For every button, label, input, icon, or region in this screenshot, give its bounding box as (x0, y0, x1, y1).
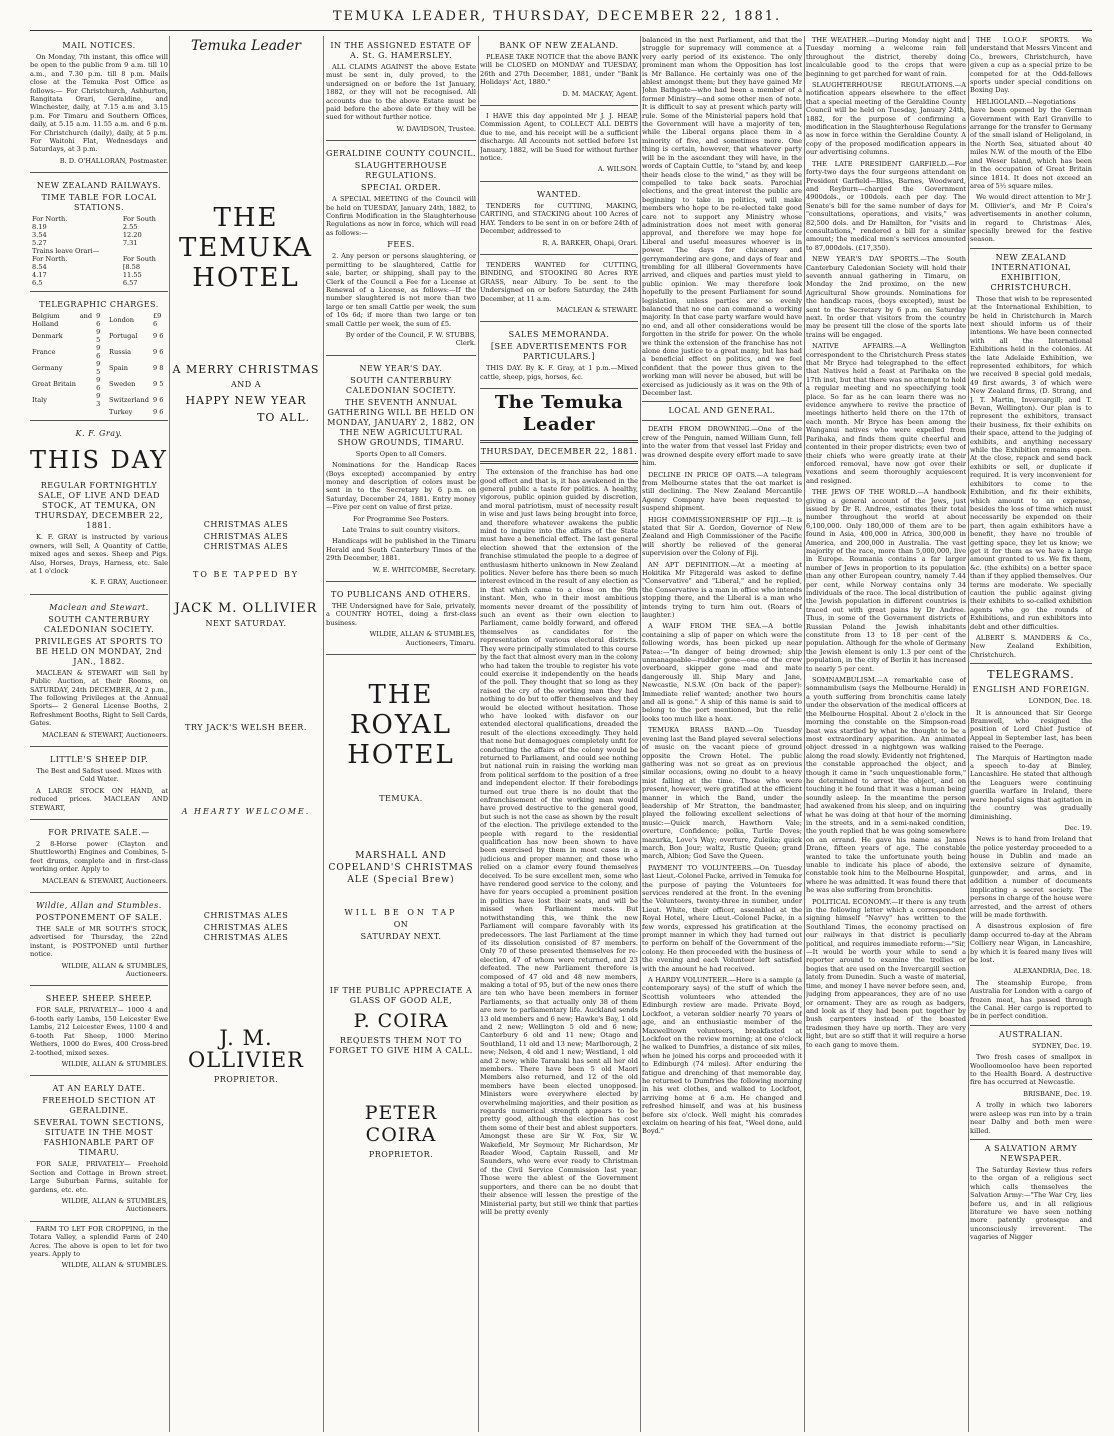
column-3 (326, 36, 476, 1432)
bank-signature: D. M. MACKAY, Agent. (562, 89, 638, 98)
table-row (30, 328, 168, 344)
happy-new-year: HAPPY NEW YEAR (185, 394, 307, 407)
privileges-title: SOUTH CANTERBURY CALEDONIAN SOCIETY. (43, 614, 155, 634)
caledonian-signature: W. E. WHITCOMBE, Secretary. (372, 565, 476, 574)
table-cell: For North. (32, 215, 68, 224)
dateline: SYDNEY, Dec. 19. (1032, 1041, 1092, 1050)
header-rule (30, 30, 1092, 31)
christmas-ales-1: CHRISTMAS ALES (203, 520, 289, 529)
hamersley-estate-ad (326, 36, 476, 141)
private-sale-body: 2 8-Horse power (Clayton and Shuttleworth) Engines and Combines, 5-feet drums, complete and in first-class working order. Apply to (30, 840, 168, 874)
late-trains-note: Late Trains to suit country visitors. (342, 526, 460, 534)
editorial-date: THURSDAY, DECEMBER 22, 1881. (480, 447, 638, 457)
christmas-ales-5: CHRISTMAS ALES (203, 923, 289, 932)
table-cell: Turkey (108, 408, 133, 417)
news-item: SOMNAMBULISM.—A remarkable case of somnambulism (says the Melbourne Herald) in a youth suffering from bronchitis came lately under the observation of the medical officers at the Melbourne Hospital. About 2 o'clock in the morning the constable on the Simpson-road beat was startled by what he thought to be a most extraordinary apparition. An animated object dressed in a nightgown was walking along the road slowly. Evidently not frightened, the constable approached the object, and though it came in "such unquestionable form," he determined to arrest the object, and on touching it he found that it was a human being soundly asleep. In the meantime the person had awakened from his sleep, and on inquiring what he was doing at that hour of the morning in the streets, and in a semi-naked condition, the youth replied that he was going somewhere on an errand. He gave his name as James Drane, fifteen years of age. The constable wanted to take the unfortunate youth being unable to indicate his place of abode, the constable took him to the Melbourne Hospital, where he was admitted. It was found there that he was also suffering from bronchitis. (806, 676, 966, 895)
table-cell: 9 6 (152, 332, 164, 341)
telegram-item: Two fresh cases of smallpox in Woolloomooloo have been reported to the Health Board. A destructive fire has occurred at Newcastle. (970, 1053, 1092, 1087)
caledonian-body-2: Nominations for the Handicap Races (Boys excepted) accompanied by entry money and description of colors must be sent in to the Secretary by 6 p.m. on Saturday, December 24, 1881. Entry money—Five per cent on value of first prize. (326, 461, 476, 512)
table-cell (30, 408, 94, 416)
newspaper-header: TEMUKA LEADER, THURSDAY, DECEMBER 22, 1881. (332, 9, 782, 24)
memoranda-subtitle: [SEE ADVERTISEMENTS FOR PARTICULARS.] (490, 342, 628, 362)
early-date-ad (30, 1079, 168, 1221)
column-5 (642, 36, 802, 1432)
christmas-ales-4: CHRISTMAS ALES (203, 911, 289, 920)
news-item: AN APT DEFINITION.—At a meeting at Hokitika Mr Fitzgerald was asked to define "Conservative" and "Liberal," and he replied, the Conservative is a man in office who intends stopping there, and the Liberal is a man who intends trying to turn him out. (Roars of laughter.) (642, 560, 802, 619)
sale-signature: K. F. GRAY, Auctioneer. (90, 578, 168, 587)
news-item: THE WEATHER.—During Monday night and Tuesday morning a welcome rain fell throughout the district, thereby doing incalculable good to the crops that were beginning to get parched for want of rain. (806, 36, 966, 78)
table-cell: 9 8 (152, 364, 164, 373)
coira-request: REQUESTS THEM NOT TO FORGET TO GIVE HIM A CALL. (329, 1036, 473, 1056)
sheep-sale-ad (30, 989, 168, 1076)
exhibition-title: NEW ZEALAND INTERNATIONAL EXHIBITION, CHRISTCHURCH. (990, 252, 1072, 292)
this-day-heading: THIS DAY (30, 446, 168, 475)
proprietor-label: PROPRIETOR. (213, 1075, 279, 1084)
wanted-heading: WANTED. (537, 189, 581, 199)
attention-item: We would direct attention to Mr J. M. Ollivier's, and Mr P. Coira's advertisements in another column, in regard to Christmas Ales, specially brewed for the festive season. (970, 193, 1092, 244)
christmas-ales-6: CHRISTMAS ALES (203, 933, 289, 942)
coira-proprietor: PROPRIETOR. (368, 1150, 434, 1160)
column-1 (30, 36, 168, 1432)
news-item: DECLINE IN PRICE OF OATS.—A telegram from Melbourne states that the oat market is still declining. The New Zealand Mercantile Agency Company have been requested to suspend shipment. (642, 470, 802, 513)
slaughter-title: SLAUGHTERHOUSE REGULATIONS. (354, 161, 448, 181)
publicans-ad (326, 585, 476, 655)
table-row (30, 360, 168, 376)
privileges-date: PRIVILEGES AT SPORTS TO BE HELD ON MONDAY, 2nd JAN., 1882. (34, 636, 164, 666)
postponement-signature: WILDIE, ALLAN & STUMBLES, Auctioneers. (61, 961, 168, 979)
sheep-dip-stock: A LARGE STOCK ON HAND, at reduced prices. MACLEAN AND STEWART, (30, 786, 168, 812)
column-6 (806, 36, 966, 1432)
telegram-item: The steamship Europe, from Australia for London with a cargo of frozen meat, has passed through the Canal. Her cargo is reported to be in perfect condition. (970, 978, 1092, 1021)
news-item: PAYMENT TO VOLUNTEERS.—On Tuesday last Lieut.-Colonel Packe, arrived in Temuka for the purpose of paying the Volunteers for services rendered at the front. In the evening the Volunteers, twenty-three in number, under Lieut. White, their officer, assembled at the Royal Hotel, where Lieut.-Colonel Packe, in a few words, expressed his gratification at the prompt manner in which they had turned out to perform on behalf of the Government of the colony. He then proceeded with the business of the evening and each Volunteer left satisfied with the amount he had received. (642, 863, 802, 973)
table-cell: 8.54 (32, 263, 47, 272)
estate-body: ALL CLAIMS AGAINST the above Estate must be sent in, duly proved, to the undersigned on or before the 1st January, 1882, or they will not be recognised. All accounts due to the above Estate must be paid before the above date or they will be sued for without further notice. (326, 63, 476, 122)
table-cell: 6.5 (32, 279, 43, 288)
news-item: NEW YEAR'S DAY SPORTS.—The South Canterbury Caledonian Society will hold their seventh annual gathering in Timaru, on Monday the 2nd proximo, on the new Agricultural Show grounds. Nominations for the handicap races, (boys excepted), must be sent to the Secretary by 6 p.m. on Saturday next. In order that visitors from the country may be present till the close of the sports late trains will be engaged. (806, 255, 966, 339)
editorial-body: The extension of the franchise has had one good effect and that is, it has awakened in the general public a taste for politics. A healthy, vigorous, public opinion guided by discretion, and moral patriotism, must of necessity result in wise and just laws being brought into force, and therefore whatever awakens the public mind to inquire into the affairs of the State must have a beneficial effect. The last general election showed that the extension of the franchise stimulated the people to a degree of enthusiasm hitherto unknown in New Zealand politics. Never before has there been so much interest evinced in the result of any election as in that which came to a close on the 9th instant. Men, who in their most ambitious moments never dreamt of the possibility of such an event as their own election to Parliament, came boldly forward, and offered themselves as candidates for the representation of various electoral districts. They were principally stimulated to this course by the fact that almost every man in the colony who had taken the trouble to register his vote could exercise it independently on the heads of the poll. They thought that so long as they raised the cry of the working man they had nothing to do but to offer themselves and they would be elected without hesitation. Those who have looked with disfavor on our extended electoral qualifications, dreaded the result of the elections exceedingly. They held that none but demagogues completely unfit for conducting the affairs of the colony would be returned to Parliament, and could see nothing but national ruin in raising the working man from political serfdom to the position of a free and independent elector. If their forebodings turned out true there is no doubt that the enfranchisement of the working man would have proved destructive to the general good, but such is not the case as shown by the result of the election. The privilege extended to the people with regard to the residential qualification has now been shown to have been exercised by them in most cases in a judicious and proper manner, and those who relied on a clamor every found themselves deceived. To be sure excellent men, some who have rendered good service to the colony, and have for years occupied a prominent position in politics have lost their seats, and will be missed when Parliament meets. But notwithstanding this, we think the new Parliament will compare favorably with its predecessors. The last Parliament at the time of its dissolution consisted of 87 members. Only 70 of these presented themselves for re-election, 47 of whom were returned, and 23 defeated. The new Parliament therefore is composed of 47 old and 48 new members, making a total of 95, but of the new ones there are ten who have been members in former Parliaments, so that actually only 38 of them are new to parliamentary life. Auckland sends 13 old members and 6 new; Hawke's Bay, 1 old and 2 new; Wellington 5 old and 6 new; Canterbury 6 old and 11 new; Otago and Southland, 11 old and 13 new; Marlborough, 2 new; Nelson, 4 old and 1 new; Westland, 1 old and 2 new; while Taranaki has sent all her old members. There have been 5 old Maori Members also returned, and 12 of the old members have been elected unopposed. Ministers were everywhere elected by overwhelming majorities, and their position as regards numerical strength appears to be pretty good, although the election has cost them some of their best and ablest supporters. Amongst these are Sir W. Fox, Sir W. Wakefield, Mr Seymour, Mr Richardson, Mr Reader Wood, Captain Russell, and Mr Saunders, who were ever ready to Christman of the Civil Service Commission last year. Those were the ablest of the Government supporters, and there can be no doubt that their absence will lessen the prestige of the Ministerial party, but still we think that parties will be pretty evenly (480, 468, 638, 1216)
and-a: AND A (230, 380, 261, 389)
telegram-item: News is to hand from Ireland that the police yesterday proceeded to a house in Dublin and made an extensive seizure of dynamite, gunpowder, and arms, and in addition a number of documents implicating a secret society. The persons in charge of the house were arrested, and the arrest of others will be made forthwith. (970, 835, 1092, 919)
tenders-signature-2: MACLEAN & STEWART. (556, 305, 638, 314)
caledonian-privileges-ad (30, 598, 168, 747)
sheep-sale-title: SHEEP. SHEEP. SHEEP. (45, 994, 153, 1004)
local-general-title: LOCAL AND GENERAL. (668, 406, 776, 416)
temuka-label: TEMUKA. (379, 794, 423, 804)
table-cell: For North. (32, 255, 68, 264)
dateline: ALEXANDRIA, Dec. 18. (1013, 967, 1092, 976)
table-cell (94, 408, 107, 416)
news-item: A WAIF FROM THE SEA.—A bottle containing a slip of paper on which were the following words, has been picked up near Patea:—"In danger of being drowned; ship unmanageable—rudder gone—one of the crew overboard, skipper gone mad and mate dangerously ill. Ship Mary and Jane, Newcastle, N.S.W. (On back of the paper): Immediate relief wanted; another two hours and all is gone." A ship of this name is said to belong to the port mentioned, but the relic looks too much like a hoax. (642, 622, 802, 723)
column-2 (172, 36, 320, 1432)
table-cell: 9 6 (152, 396, 164, 405)
wilson-signature: A. WILSON. (597, 165, 638, 174)
table-cell: 9 5 (96, 328, 101, 345)
table-cell: Spain (108, 364, 129, 373)
table-cell: London (108, 316, 135, 325)
royal-hotel-title: THE ROYAL HOTEL (347, 680, 455, 771)
caledonian-title: SOUTH CANTERBURY CALEDONIAN SOCIETY. (345, 375, 457, 395)
heligoland-item: HELIGOLAND.—Negotiations have been opened by the German Government with Earl Granville to arrange for the transfer to Germany of the small island of Heligoland, in the North Sea, situated about 40 miles N.W. of the mouth of the Elbe and Weser Island, which has been in the occupation of Great Britain since 1814. It does not exceed an area of 5½ square miles. (970, 97, 1092, 190)
dateline: LONDON, Dec. 18. (1028, 697, 1092, 706)
bank-body: PLEASE TAKE NOTICE that the above BANK will be CLOSED on MONDAY and TUESDAY, 26th and 27th December, 1881, under "Bank Holidays' Act, 1880." (480, 53, 638, 87)
publicans-body: THE Undersigned have for Sale, privately, a COUNTRY HOTEL, doing a first-class business. (326, 602, 476, 627)
table-row (30, 312, 168, 328)
fees-body: 2. Any person or persons slaughtering, or permitting to be slaughtered, Cattle for sale, barter, or shipping, shall pay to the Clerk of the Council a Fee for a License at Renewal of a License, as follows:—If the number slaughtered is not more than two large or ten small Cattle per week, the sum of 10s 6d; if more than two large or ten small Cattle per week, the sum of £5. (326, 252, 476, 328)
christmas-ales-2: CHRISTMAS ALES (203, 532, 289, 541)
table-row (30, 255, 168, 263)
temuka-hotel-title: THE TEMUKA HOTEL (178, 203, 313, 293)
table-cell: Italy (32, 396, 48, 405)
on-tap: WILL BE ON TAP (344, 908, 458, 918)
private-sale-title: FOR PRIVATE SALE.— (48, 828, 150, 837)
estate-title: IN THE ASSIGNED ESTATE OF A. St. G. HAMERSLEY. (330, 41, 472, 60)
australian-title: AUSTRALIAN. (999, 1029, 1063, 1039)
masthead-fragment: Temuka Leader (191, 38, 301, 54)
table-cell: Germany (32, 364, 63, 373)
estate-signature: W. DAVIDSON, Trustee. (396, 124, 476, 133)
sports-open: Sports Open to all Comers. (355, 449, 447, 458)
table-row (30, 376, 168, 392)
privileges-signature: MACLEAN & STEWART, Auctioneers. (42, 730, 168, 739)
news-item: HIGH COMMISSIONERSHIP OF FIJI.—It is stated that Sir A. Gordon, Governor of New Zealand and High Commissioner of the Pacific will shortly be relieved of the general supervision over the Colony of Fiji. (642, 515, 802, 558)
table-cell: 8.19 (32, 223, 47, 232)
table-cell: [8.58 (122, 263, 141, 272)
mail-notices-signature: B. D. O'HALLORAN, Postmaster. (59, 156, 168, 165)
table-cell: Great Britain (32, 380, 77, 389)
table-row (30, 408, 168, 416)
saturday-next: SATURDAY NEXT. (360, 932, 442, 942)
jack-ollivier: JACK M. OLLIVIER (174, 601, 318, 616)
table-cell: 9 5 (96, 360, 101, 377)
this-day-sale-ad (30, 424, 168, 594)
table-row (30, 247, 168, 255)
table-cell: 2.55 (122, 223, 138, 232)
table-cell: For South (122, 255, 156, 264)
caledonian-body: THE SEVENTH ANNUAL GATHERING WILL BE HELD ON MONDAY, JANUARY 2, 1882, ON THE NEW AGRICULTURAL SHOW GROUNDS, TIMARU. (327, 397, 475, 447)
new-years-day: NEW YEAR'S DAY. (359, 363, 443, 373)
table-cell: 9 3 (96, 392, 101, 409)
sheep-dip-body: The Best and Safest used. Mixes with Cold Water. (36, 766, 162, 784)
tenders-signature-1: R. A. BARKER, Ohapi, Orari. (542, 238, 638, 247)
privileges-body: MACLEAN & STEWART will Sell by Public Auction, at their Rooms, on SATURDAY, 24th DECEMBER, At 2 p.m., The following Privileges at the Annual Sports— 2 General License Booths, 2 Refreshment Booths, Right to Sell Cards, Gates. (30, 668, 168, 728)
table-row (30, 215, 168, 223)
editorial-masthead: The Temuka Leader (494, 392, 624, 436)
table-row (30, 231, 168, 239)
sheep-sale-body: FOR SALE, PRIVATELY— 1000 4 and 6-tooth early Lambs, 150 Leicester Ewe Lambs, 212 Leicester Ewes, 1100 4 and 6-tooth Fat Sheep, 1000 Merino Wethers, 1000 do Ewes, 400 Cross-bred 2-toothed, mixed sexes. (30, 1006, 168, 1057)
on-label: ON (393, 920, 409, 930)
column-divider (804, 36, 805, 1432)
farm-to-let-signature: WILDIE, ALLAN & STUMBLES. (61, 1261, 168, 1270)
caledonian-gathering-ad (326, 359, 476, 582)
table-cell: 5.27 (32, 239, 47, 248)
publicans-signature: WILDIE, ALLAN & STUMBLES, Auctioneers, Timaru. (369, 630, 476, 647)
table-row (30, 344, 168, 360)
table-cell: Russia (108, 348, 132, 357)
wilson-ad (480, 109, 638, 182)
news-item: POLITICAL ECONOMY.—If there is any truth in the following letter which a correspondent signing himself "Navvy" has written to the Southland Times, the economy practised on our railways in that district is peculiarly political, and requires immediate reform:—"Sir,—It would be worth your while to send a reporter around to examine the trollies or bogies that are used on the Invercargill section lately from Dunedin. Such a waste of material, time, and money I have never before seen, and, judging from appearances, they are of no use or ornament. They are as rough as badgers, and look as if they had been put together by bush carpenters instead of the boasted tradesmen they have up north. They are very light, but are so stiff that it will require a horse to each gang to move them. (806, 897, 966, 1049)
town-sections-signature: WILDIE, ALLAN & STUMBLES, Auctioneers. (61, 1196, 168, 1214)
tenders-body-1: TENDERS for CUTTING, MAKING, CARTING, and STACKING about 100 Acres of HAY. Tenders to be sent in on or before 24th of December, addressed to (480, 201, 638, 236)
table-cell: 9 6 (152, 408, 164, 417)
tenders-body-2: TENDERS WANTED for CUTTING, BINDING, and STOOKING 80 Acres RYE GRASS, near Albury. To be sent to the Undersigned on or before Saturday, the 24th December, at 11 a.m. (480, 260, 638, 303)
telegraphic-title: TELEGRAPHIC CHARGES. (39, 300, 159, 310)
private-sale-ad (30, 823, 168, 893)
if-public: IF THE PUBLIC APPRECIATE A GLASS OF GOOD ALE, (329, 986, 473, 1006)
news-item: TEMUKA BRASS BAND.—On Tuesday evening last the Band played several selections of music on the vacant piece of ground opposite the Crown Hotel. The public gathering was not so great as on previous similar occasions, owing no doubt to a heavy mist falling at the time. Those who were present, however, were gratified at the efficient manner in which the Band, under the leadership of Mr Stratton, the bandmaster, played the following excellent selections of music:—Quick march, Hawthorn Vale; overture, Confidence; polka, Turtle Doves; mazurka, Love's Way; overture, Zuleika; quick march, Bon Jour; waltz, Rustic Queen; grand march, Albion; God Save the Queen. (642, 726, 802, 861)
sale-body: K. F. GRAY is instructed by various owners, will Sell, A Quantity of Cattle, mixed ages and sexes. Sheep and Pigs. Also, Horses, Drays, Harness, etc. Sale at 1 o'clock (30, 533, 168, 575)
sales-memoranda (480, 325, 638, 389)
mail-notices (30, 36, 168, 173)
early-date-title: AT AN EARLY DATE. (52, 1084, 146, 1094)
bank-ad (480, 36, 638, 106)
bank-title: BANK OF NEW ZEALAND. (499, 41, 619, 50)
telegraphic-table (30, 312, 168, 416)
council-signature: By order of the Council, F. W. STUBBS, Clerk. (345, 330, 476, 348)
telegram-item: A trolly in which two laborers were asleep was run into by a train near Dalby and both men were killed. (970, 1101, 1092, 1135)
news-item: A HARDY VOLUNTEER.—Here is a sample (a contemporary says) of the stuff of which the Scottish volunteers who attended the Edinburgh review are made. Private Boyd, Lockfoot, a veteran soldier nearly 70 years of age, and an enthusiastic member of the Maxwelltown volunteers, breakfasted at Lockfoot on the review morning; at one o'clock he walked to Dumfries, a distance of six miles, when he joined his corps and proceeded with it to Edinburgh (74 miles). After enduring the fatigue and drenching of that memorable day, he returned to Dumfries the following morning in his wet clothes, and walked to Lockfoot, arriving home at 6 a.m. He changed and refreshed himself, and was at his business before six o'clock. Well might his comrades exclaim on hearing of his feat, "Weel done, auld Boyd." (642, 976, 802, 1136)
table-cell: Portugal (108, 332, 138, 341)
council-title: GERALDINE COUNTY COUNCIL. (326, 149, 476, 159)
table-cell: 3.54 (32, 231, 47, 240)
table-cell: 9 6 (96, 344, 101, 361)
table-cell: £9 6 (152, 312, 162, 329)
postponement-body: THE SALE of MR SOUTH'S STOCK, advertised for Thursday, the 22nd instant, is POSTPONED until further notice. (30, 925, 168, 959)
column-7 (970, 36, 1092, 1432)
handicaps-note: Handicaps will be published in the Timaru Herald and South Canterbury Times of the 29th December, 1881. (326, 537, 476, 563)
table-row (30, 392, 168, 408)
auctioneer-tag: Wildie, Allan and Stumbles. (36, 901, 162, 911)
iof-title: THE I.O.O.F. SPORTS. (976, 36, 1070, 44)
ollivier-name: J. M. OLLIVIER (187, 1026, 304, 1072)
dateline: Dec. 19. (1064, 823, 1092, 832)
telegraphic-charges (30, 295, 168, 421)
christmas-ales-3: CHRISTMAS ALES (203, 542, 289, 551)
coira-name: P. COIRA (353, 1010, 449, 1033)
exhibition-body: Those that wish to be represented at the International Exhibition, to be held in Christchurch in March next should inform us of their intentions. We have been connected with all the International Exhibitions held in the colonies. At the late Adelaide Exhibition, we represented exhibitors, for which we received 8 special gold medals, 49 first awards, 3 of which were New Zealand firms, (D. Strang, and J. T. Martin, Invercargill; and T. Bevan, Wellington). Our plan is to represent the exhibitors, transact their business, fix their exhibits on their space, attend to the judging of exhibits, and anything necessary while the Exhibition remains open. At the close, repack and send back exhibits or sell, or duplicate if required. It is very inconvenient for exhibitors to come to the Exhibition, and fix their exhibits, which amount to an expense, besides the loss of time which must necessarily be expended on their part, then again exhibitors have a benefit, they have no trouble of getting space, they let us know; we get it for them as we have a large amount granted to us. We fix them, &c. (the exhibits) on a better space than if they applied themselves. Our terms are moderate. We specially caution the public against giving their exhibits to so-called exhibition agents who go the rounds of Exhibitions, and run exhibitors into debt and other difficulties. (970, 294, 1092, 631)
council-ad (326, 144, 476, 356)
table-cell: 7.31 (122, 239, 138, 248)
auctioneer-tag: Maclean and Stewart. (49, 602, 149, 612)
salvation-army-title: A SALVATION ARMY NEWSPAPER. (984, 1143, 1078, 1163)
tenders-ad-1 (480, 185, 638, 255)
mail-notices-title: MAIL NOTICES. (62, 41, 136, 50)
next-saturday: NEXT SATURDAY. (205, 619, 287, 628)
memoranda-body: THIS DAY. By K. F. Gray, at 1 p.m.—Mixed cattle, sheep, pigs, horses, &c. (480, 364, 638, 381)
fees-heading: FEES. (387, 240, 415, 250)
table-cell: 6.57 (122, 279, 138, 288)
table-cell: For South (122, 215, 156, 224)
iof-body: We understand that Messrs Vincent and Co., brewers, Christchurch, have given a cup as a special prize to be competed for at the Odd-fellows sports under special conditions on Boxing Day. (970, 36, 1092, 95)
special-order: SPECIAL ORDER. (360, 183, 442, 193)
table-cell: 9 6 (152, 348, 164, 357)
telegram-item: It is announced that Sir George Bramwell, who resigned the position of Lord Chief Justice of Appeal in September last, has been raised to the Peerage. (970, 708, 1092, 751)
welsh-beer: TRY JACK'S WELSH BEER. (185, 723, 307, 732)
town-sections-body: FOR SALE, PRIVATELY— Freehold Section and Cottage in Brown street. Large Suburban Farms, suitable for gardens, etc. etc. (30, 1160, 168, 1194)
column-divider (478, 36, 479, 1432)
council-body: A SPECIAL MEETING of the Council will be held on TUESDAY, January 24th, 1882, to Confirm Modification in the Slaughterhouse Regulations as now in force, which will read as follows:— (326, 195, 476, 237)
memoranda-title: SALES MEMORANDA. (508, 330, 610, 340)
sheep-sale-signature: WILDIE, ALLAN & STUMBLES. (61, 1059, 168, 1068)
table-cell: 9 6 (96, 312, 101, 329)
private-sale-signature: MACLEAN & STEWART, Auctioneers. (42, 876, 168, 885)
sale-heading: REGULAR FORTNIGHTLY SALE, OF LIVE AND DEAD STOCK, AT TEMUKA, ON THURSDAY, DECEMBER 22, 1881. (34, 481, 164, 531)
table-cell: 11.55 (122, 271, 142, 280)
table-cell (121, 247, 168, 255)
table-row (30, 271, 168, 279)
table-cell: 9 6 (96, 376, 101, 393)
sheep-dip-title: LITTLE'S SHEEP DIP. (49, 754, 149, 764)
table-row (30, 263, 168, 271)
table-cell: France (32, 348, 56, 357)
exhibition-signature: ALBERT S. MANDERS & Co., New Zealand Exhibition, Christchurch. (970, 634, 1092, 659)
to-all: TO ALL. (257, 411, 310, 424)
table-cell: Trains leave Orari— (32, 247, 100, 256)
peter-coira-name: PETER COIRA (364, 1102, 438, 1147)
railways-subtitle: TIME TABLE FOR LOCAL STATIONS. (41, 193, 157, 213)
column-4 (480, 36, 638, 1432)
telegram-item: A disastrous explosion of fire damp occurred to-day at the Abram Colliery near Wigan, in Lancashire, by which it is feared many lives will be lost. (970, 922, 1092, 964)
column-divider (640, 36, 641, 1432)
news-item: NATIVE AFFAIRS.—A Wellington correspondent to the Christchurch Press states that Mr Bryce had telegraphed to the effect that Natives held a feast at Parihaka on the 17th inst, but that there was no attempt to hold a regular meeting and no speechifying took place. So far as he can learn there was no evidence anywhere to revive the practice of meetings hitherto held there on the 17th of each month. Mr Bryce has been among the Wanganui natives who were expelled from Parihaka, and finds them quite cheerful and contented in their proper districts; even two of their chiefs who were greatly irate at their enforced removal, have now got over their vexations and seem thoroughly acquiescent and resigned. (806, 342, 966, 485)
telegram-item: The Marquis of Hartington made a speech to-day at Bimley, Lancashire. He stated that although the Leaguers were continuing guerilla warfare in Ireland, there were hopeful signs that agitation in the country was gradually diminishing. (970, 753, 1092, 821)
freehold-title: FREEHOLD SECTION AT GERALDINE. (42, 1096, 156, 1116)
iof-sports (970, 36, 1092, 95)
table-row (30, 223, 168, 231)
table-cell: Belgium and Holland (32, 312, 93, 329)
tenders-ad-2 (480, 258, 638, 322)
postponement-title: POSTPONEMENT OF SALE. (35, 913, 163, 923)
table-cell: 9 5 (152, 380, 164, 389)
royal-hotel-ad (326, 658, 476, 1160)
table-cell: Switzerland (108, 396, 149, 405)
publicans-title: TO PUBLICANS AND OTHERS. (331, 590, 471, 600)
farm-to-let-ad (30, 1225, 168, 1270)
railways-timetable (30, 176, 168, 292)
column-divider (169, 36, 170, 1432)
auctioneer-tag: K. F. Gray. (75, 429, 123, 439)
railways-title: NEW ZEALAND RAILWAYS. (36, 181, 162, 191)
news-item: THE LATE PRESIDENT GARFIELD.—For forty-two days the four surgeons attendant on President Garfield—Bliss, Barnes, Woodward, and Reyburn—charged the Government 4900dols., or 100dols. each per day. The Senate's bill for the same number of days for "consultations, operations, and visits," was 82,500 dols. and Dr Hamilton, for "visits and consultations," rendered a bill for a similar amount; the medical men's services amounted to 87,000dols. (£17,350). (806, 159, 966, 252)
dateline: BRISBANE, Dec. 19. (1023, 1089, 1092, 1098)
telegrams-subtitle: ENGLISH AND FOREIGN. (972, 685, 1090, 695)
telegrams-title: TELEGRAMS. (987, 668, 1075, 682)
table-cell: Denmark (32, 332, 63, 341)
news-item: DEATH FROM DROWNING.—One of the crew of the Penguin, named William Gunn, fell into the water from that vessel last Friday and was drowned despite every effort made to save him. (642, 425, 802, 468)
sheep-dip-ad (30, 750, 168, 820)
to-be-tapped-by: TO BE TAPPED BY (193, 570, 299, 579)
mail-notices-body: On Monday, 7th instant, this office will be open to the public from 9 a.m. till 10 a.m., and 7.30 p.m. till 8 p.m. Mails close at the Temuka Post Office as follows:— For Christchurch, Ashburton, Rangitata Orari, Geraldine, and Winchester, daily, at 7.15 a.m and 3.15 p.m. For Timaru and Southern Offices, daily, at 5.15 a.m. 11.55 a.m. and 6 p.m. For Christchurch (daily), daily, at 5 p.m. For Waitohi Flat, Wednesdays and Saturdays, at 3 p.m. (30, 53, 168, 154)
programme-note: For Programme See Posters. (353, 514, 449, 523)
postponement-ad (30, 896, 168, 986)
merry-christmas: A MERRY CHRISTMAS (172, 363, 320, 376)
railways-table (30, 215, 168, 287)
column-divider (968, 36, 969, 1432)
editorial-continuation: balanced in the next Parliament, and that the struggle for supremacy will commence at a very early period of its existence. The only prominent man whom the Opposition has lost is Mr Ballance. He certainly was one of the ablest amongst them; but they have gained Mr John Bathgate—who had been a member of a former Ministry—and some other men of note. It is difficult to say at present which party will rule. Some of the Ministerial papers hold that the Government will have a majority of ten, while the Liberal organs place them in a minority of five, and sometimes more. One thing is certain, however, that whatever party will be in the ascendant they will have, in the words of Captain Cuttle, to "stand by, and keep their heads close to the wind," as they will be compelled to take back seats. Parochial elections, and the great interest the public are beginning to take in politics, will make members who hope to be re-elected take good care not to support any Ministry whose administration does not meet with general approval, and therefore we may hope for Liberal and useful measures whoever is in power. The days for chicanery and gerrymandering are gone, and days of fear and trembling for all illiberal Governments have arrived, and cliques and parties must yield to public opinion. We may therefore look hopefully to the present Parliament for sound legislation, unless parties are so evenly balanced that no one can command a working majority. In that case party warfare would have no end, and all other considerations would be forgotten in the strife for power. On the whole we think the extension of the franchise has not alone done justice to a great many, but has had a beneficial effect on politics, and we feel confident that the power thus given to the working man will never be abused, but will be exercised as judiciously as it was on the 9th of December last. (642, 36, 802, 398)
hearty-welcome: A HEARTY WELCOME. (181, 807, 311, 816)
table-cell: 12.20 (122, 231, 142, 240)
town-sections-title: SEVERAL TOWN SECTIONS, SITUATE IN THE MOST FASHIONABLE PART OF TIMARU. (33, 1118, 165, 1158)
news-item: SLAUGHTERHOUSE REGULATIONS.—A notification appears elsewhere to the effect that a special meeting of the Geraldine County Council will be held on Tuesday, January 24th, 1882, for the purpose of confirming a modification in the Slaughterhouse Regulations as now in force within the Geraldine County. A copy of the proposed modification appears in our advertising columns. (806, 81, 966, 157)
marshall-copeland-ale: MARSHALL AND COPELAND'S CHRISTMAS ALE (Special Brew) (328, 851, 474, 886)
table-row (30, 239, 168, 247)
salvation-army-body: The Saturday Review thus refers to the organ of a religious sect which calls themselves the Salvation Army:—"The War Cry, lies before us, and in all religious literature we have seen nothing more patently grotesque and unconsciously irreverent. The vagaries of Nigger (970, 1165, 1092, 1242)
news-item: THE JEWS OF THE WORLD.—A handbook giving a general account of the Jews, just issued by Dr R. Andree, estimates their total number throughout the world at about 6,100,000. Only 180,000 of them are to be found in Asia, 400,000 in Africa, 300,000 in America, and 200,000 in Australia. The vast majority of the race, more than 5,000,000, live in Europe. Roumania contains a far larger number of Jews in proportion to its population than any other European country, namely 7.44 per cent, while Norway contains only 34 individuals of the race. The local distribution of the Jewish population in different countries is traced out with great pains by Dr Andree. Thus, in some of the Government districts of Russian Poland the Jewish inhabitants constitute from 13 to 18 per cent of the population. Although for the whole of Germany the Jewish element is only 1.3 per cent of the population, in the city of Berlin it has increased to nearly 5 per cent. (806, 488, 966, 673)
table-cell: Sweden (108, 380, 136, 389)
column-divider (323, 36, 324, 1432)
wilson-body: I HAVE this day appointed Mr J. J. HEAP, Commission Agent, to COLLECT ALL DEBTS due to me, and his receipt will be a sufficient discharge. All Accounts not settled before 1st January, 1882, will be Sued for without further notice. (480, 112, 638, 163)
farm-to-let-body: FARM TO LET FOR CROPPING, in the Totara Valley, a splendid Farm of 240 Acres. The above is open to let for two years. Apply to (30, 1224, 168, 1258)
table-row (30, 279, 168, 287)
table-cell: 4.17 (32, 271, 47, 280)
